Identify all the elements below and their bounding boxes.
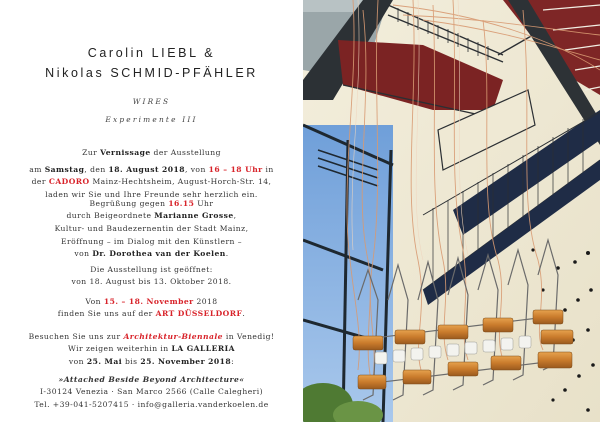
venice-show-title: »Attached Beside Beyond Architecture«	[58, 375, 245, 384]
art-fair-block: Von 15. – 18. November 2018 finden Sie uns auf der ART DÜSSELDORF.	[57, 297, 246, 319]
art-fair-dates: 15. – 18. November	[103, 297, 194, 306]
venue-name: CADORO	[48, 177, 90, 187]
phone-number: Tel. +39-041-5207415	[34, 399, 130, 409]
vernissage-details	[0, 164, 303, 201]
email-address: info@galleria.vanderkoelen.de	[137, 399, 269, 409]
venice-block	[0, 374, 303, 411]
artist-line-1: Carolin LIEBL &	[87, 46, 216, 60]
installation-photo	[303, 0, 600, 422]
vernissage-time: 16 – 18 Uhr	[208, 165, 263, 174]
duration-block: Die Ausstellung ist geöffnet: von 18. August bis 13. Oktober 2018.	[71, 265, 232, 287]
venice-contact: Tel. +39-041-5207415 · info@galleria.vanderkoelen.de	[34, 399, 269, 409]
vernissage-venue-line: der CADORO Mainz-Hechtsheim, August-Horch-Str. 14,	[31, 177, 272, 187]
biennale-event: Architektur-Biennale	[123, 332, 223, 341]
exhibition-title: WIRES	[132, 97, 171, 106]
welcome-time: 16.15	[168, 199, 195, 208]
welcome-block: Begrüßung gegen 16.15 Uhr durch Beigeordnete Marianne Grosse, Kultur- und Baudezernentin der Stadt Mainz,	[54, 199, 249, 233]
exhibition-title-block	[0, 93, 303, 129]
vernissage-date-line: am Samstag, den 18. August 2018, von 16 – 18 Uhr in	[29, 165, 274, 174]
vernissage-invite-line: laden wir Sie und Ihre Freunde sehr herzlich ein.	[45, 189, 258, 199]
art-fair-name: ART DÜSSELDORF	[155, 309, 243, 319]
installation-photo-illustration	[303, 0, 600, 422]
exhibition-subtitle: Experimente III	[105, 115, 198, 124]
artist-line-2: Nikolas SCHMID-PFÄHLER	[45, 66, 258, 80]
biennale-block: Besuchen Sie uns zur Architektur-Biennale in Venedig! Wir zeigen weiterhin in LA GALLERIA von 25. Mai bis 25. November 2018:	[28, 332, 275, 366]
artist-names	[0, 43, 303, 83]
venice-address: I-30124 Venezia · San Marco 2566 (Calle Calegheri)	[39, 387, 264, 397]
opening-block: Eröffnung – im Dialog mit den Künstlern – von Dr. Dorothea van der Koelen.	[61, 237, 242, 259]
vernissage-intro: Zur Vernissage der Ausstellung	[82, 148, 221, 157]
